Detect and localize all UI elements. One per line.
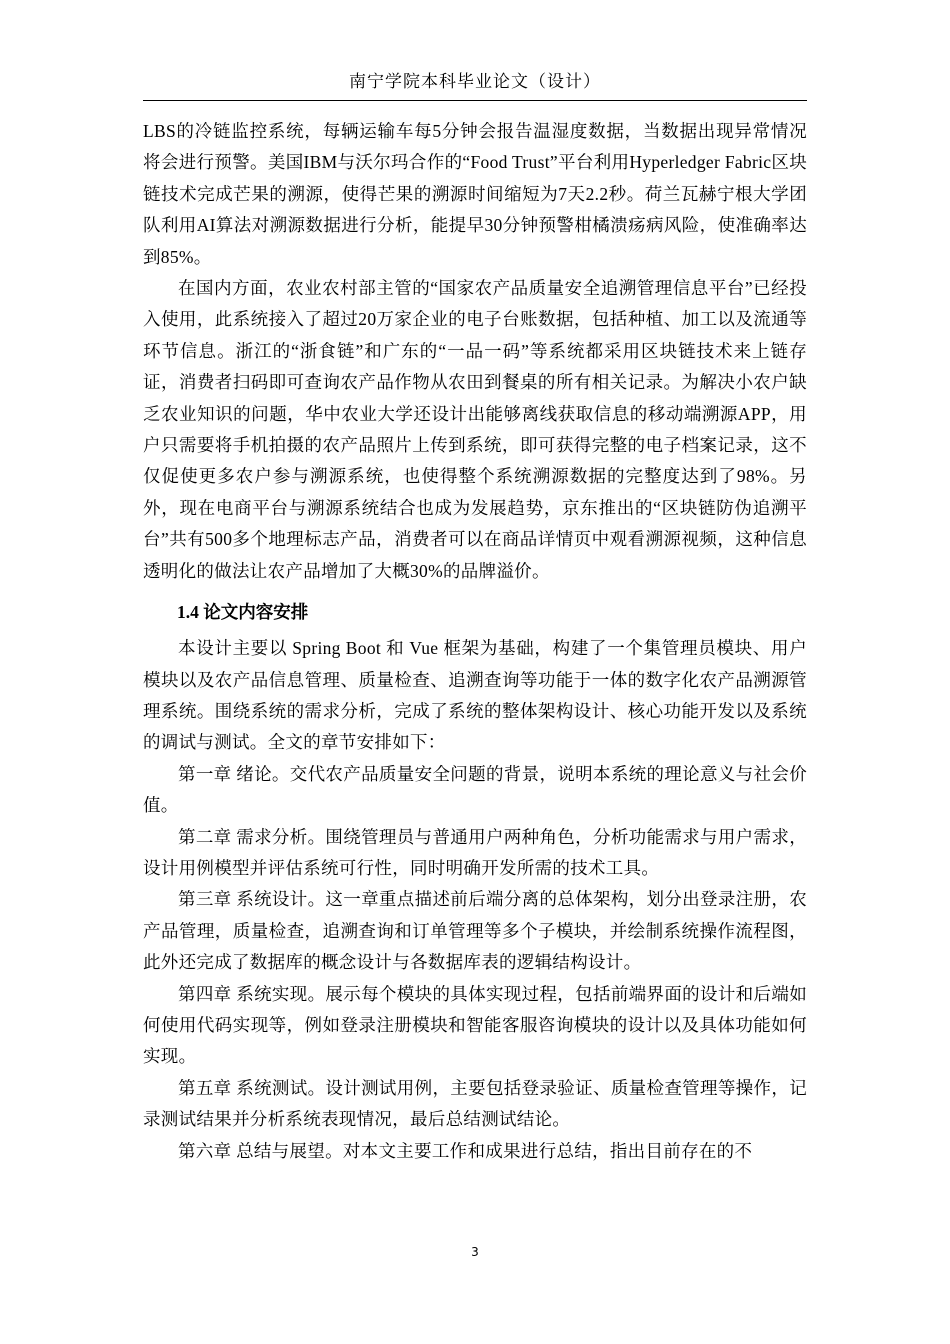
paragraph-chapter-6: 第六章 总结与展望。对本文主要工作和成果进行总结，指出目前存在的不 <box>178 1140 753 1161</box>
paper-body <box>143 116 807 1167</box>
paragraph-chapter-5: 第五章 系统测试。设计测试用例，主要包括登录验证、质量检查管理等操作，记录测试结果并分析系统表现情况，最后总结测试结论。 <box>143 1077 807 1130</box>
paragraph-chapter-1: 第一章 绪论。交代农产品质量安全问题的背景，说明本系统的理论意义与社会价值。 <box>143 763 807 816</box>
page-number: 3 <box>471 1245 479 1259</box>
paragraph-chapter-2: 第二章 需求分析。围绕管理员与普通用户两种角色，分析功能需求与用户需求，设计用例模型并评估系统可行性，同时明确开发所需的技术工具。 <box>143 826 807 878</box>
paragraph-design-overview: 本设计主要以 Spring Boot 和 Vue 框架为基础，构建了一个集管理员模块、用户模块以及农产品信息管理、质量检查、追溯查询等功能于一体的数字化农产品溯源管理系统。围绕系统的需求分析，完成了系统的整体架构设计、核心功能开发以及系统的调试与测试。全文的章节安排如下： <box>143 638 807 753</box>
page-header <box>143 0 807 101</box>
header-title: 南宁学院本科毕业论文（设计） <box>349 72 601 91</box>
paragraph-chapter-4: 第四章 系统实现。展示每个模块的具体实现过程，包括前端界面的设计和后端如何使用代码实现等，例如登录注册模块和智能客服咨询模块的设计以及具体功能如何实现。 <box>143 983 807 1067</box>
paragraph-chapter-3: 第三章 系统设计。这一章重点描述前后端分离的总体架构，划分出登录注册，农产品管理，质量检查，追溯查询和订单管理等多个子模块，并绘制系统操作流程图，此外还完成了数据库的概念设计与各数据库表的逻辑结构设计。 <box>143 889 807 973</box>
section-heading-1-4: 1.4 论文内容安排 <box>177 602 309 623</box>
paragraph-domestic-status: 在国内方面，农业农村部主管的“国家农产品质量安全追溯管理信息平台”已经投入使用，此系统接入了超过20万家企业的电子台账数据，包括种植、加工以及流通等环节信息。浙江的“浙食链”和广东的“一品一码”等系统都采用区块链技术来上链存证，消费者扫码即可查询农产品作物从农田到餐桌的所有相关记录。为解决小农户缺乏农业知识的问题，华中农业大学还设计出能够离线获取信息的移动端溯源APP，用户只需要将手机拍摄的农产品照片上传到系统，即可获得完整的电子档案记录，这不仅促使更多农户参与溯源系统，也使得整个系统溯源数据的完整度达到了98%。另外，现在电商平台与溯源系统结合也成为发展趋势，京东推出的“区块链防伪追溯平台”共有500多个地理标志产品，消费者可以在商品详情页中观看溯源视频，这种信息透明化的做法让农产品增加了大概30%的品牌溢价。 <box>143 278 807 581</box>
paragraph-lbs-cold-chain: LBS的冷链监控系统，每辆运输车每5分钟会报告温湿度数据，当数据出现异常情况将会进行预警。美国IBM与沃尔玛合作的“Food Trust”平台利用Hyperledger Fabric区块链技术完成芒果的溯源，使得芒果的溯源时间缩短为7天2.2秒。荷兰瓦赫宁根大学团队利用AI算法对溯源数据进行分析，能提早30分钟预警柑橘溃疡病风险，使准确率达到85%。 <box>143 121 807 267</box>
